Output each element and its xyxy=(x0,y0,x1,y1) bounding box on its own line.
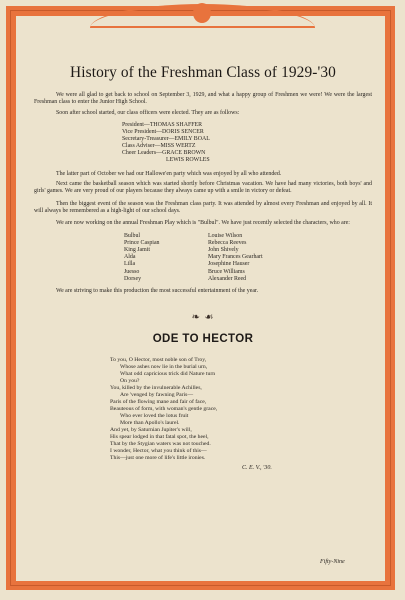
actor-name: Mary Frances Gearhart xyxy=(208,254,263,261)
poem-line: This—just one more of life's little ironies. xyxy=(110,455,206,462)
officer-line: President—THOMAS SHAFFER xyxy=(122,121,203,128)
poem-line: To you, O Hector, most noble son of Troy, xyxy=(110,357,207,364)
poem xyxy=(110,357,382,462)
officer-line: Class Adviser—MISS WERTZ xyxy=(122,142,196,149)
paragraph: We are now working on the annual Freshman Play which is "Bulbul". We have just recently selected the characters, who are: xyxy=(56,220,350,227)
signature: C. E. V., '30. xyxy=(242,465,272,472)
poem-title: ODE TO HECTOR xyxy=(152,333,254,346)
character-name: Alda xyxy=(124,254,136,261)
poem-line: Beauteous of form, with woman's gentle grace, xyxy=(110,406,218,413)
paragraph: Then the biggest event of the season was the Freshman class party. It was attended by almost every Freshman and enjoyed by all. It will always be remembered as a high-light of our school days. xyxy=(34,200,372,215)
character-name: Juesso xyxy=(124,268,140,275)
poem-line: And yet, by Saturnian Jupiter's will, xyxy=(110,427,192,434)
officer-line: Secretary-Treasurer—EMILY BOAL xyxy=(122,135,210,142)
paragraph: Next came the basketball season which was started shortly before Christmas vacation. We have had many victories, both boys' and girls' games. We are very proud of our players because they always came up with a smile in victory or defeat. xyxy=(34,181,372,195)
actor-name: Rebecca Reeves xyxy=(208,239,247,246)
poem-line: Are 'venged by fawning Paris— xyxy=(120,392,194,399)
character-name: Prince Caspian xyxy=(124,239,160,246)
fleuron-divider: ❧ ☙ xyxy=(191,312,215,324)
paragraph: We were all glad to get back to school on September 3, 1929, and what a happy group of Freshmen we were! We were the largest Freshman class to enter the Junior High School. xyxy=(34,92,372,106)
officer-list xyxy=(122,122,382,164)
page-content xyxy=(24,30,382,590)
paragraph: The latter part of October we had our Hallowe'en party which was enjoyed by all who attended. xyxy=(56,170,282,177)
poem-line: You, killed by the invulnerable Achilles, xyxy=(110,385,202,392)
poem-line: Who ever loved the lotus fruit xyxy=(120,413,189,420)
officer-line: LEWIS ROWLES xyxy=(166,156,210,163)
officer-line: Cheer Leaders—GRACE BROWN xyxy=(122,149,206,156)
page-number: Fifty-Nine xyxy=(320,559,345,565)
poem-line: Whose ashes now lie in the burial urn, xyxy=(120,364,208,371)
paragraph: We are striving to make this production the most successful entertainment of the year. xyxy=(56,288,259,295)
officer-line: Vice President—DORIS SENCER xyxy=(122,128,204,135)
page-title: History of the Freshman Class of 1929-'30 xyxy=(70,64,336,81)
crest-ornament xyxy=(193,3,211,23)
character-name: Dorsey xyxy=(124,275,142,282)
character-name: Lilla xyxy=(124,261,136,268)
poem-line: On you? xyxy=(120,378,140,385)
character-name: Bulbul xyxy=(124,232,141,239)
actor-name: John Shively xyxy=(208,247,239,254)
poem-line: I wonder, Hector, what you think of this— xyxy=(110,448,207,455)
actor-name: Josephine Hauser xyxy=(208,261,250,268)
character-name: King Jamit xyxy=(124,247,151,254)
paragraph: Soon after school started, our class officers were elected. They are as follows: xyxy=(56,109,240,116)
actor-name: Bruce Williams xyxy=(208,268,245,275)
actor-name: Louise Wilson xyxy=(208,232,243,239)
actor-name: Alexander Reed xyxy=(208,275,247,282)
cast-list xyxy=(124,233,382,283)
poem-line: Paris of the flowing mane and fair of face, xyxy=(110,399,207,406)
poem-line: More than Apollo's laurel. xyxy=(120,420,180,427)
poem-line: That by the Stygian waters was not touched. xyxy=(110,441,211,448)
poem-line: What odd capricious trick did Nature turn xyxy=(120,371,216,378)
poem-line: His spear lodged in that fatal spot, the heel, xyxy=(110,434,209,441)
